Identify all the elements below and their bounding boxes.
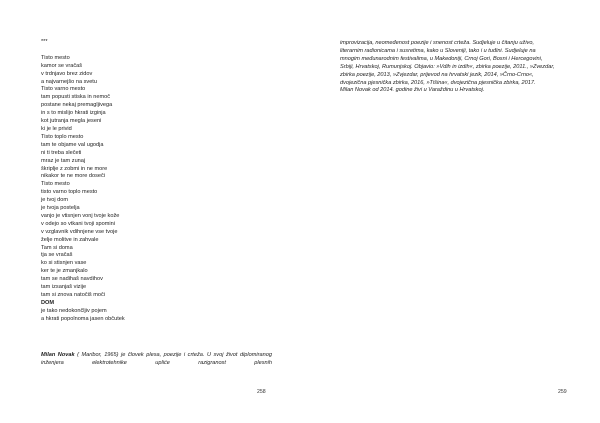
poem-line: je tvoj dom: [41, 197, 69, 204]
page-number-right: 259: [558, 389, 567, 395]
poem: [41, 39, 271, 324]
poem-line: v trdnjavo brez zidov: [41, 70, 93, 77]
poem-line: ***: [41, 39, 48, 45]
poem-line: ker te je zmanjkalo: [41, 268, 88, 275]
author-name: Milan Novak: [41, 352, 75, 358]
poem-line: Tisto mesto: [41, 181, 70, 188]
poem-line: a najvarnejšo na svetu: [41, 78, 97, 85]
poem-line: mraz je tam zunaj: [41, 157, 86, 164]
poem-line: in s to mislijo hkrati izginja: [41, 110, 106, 117]
poem-line: a hkrati popolnoma jasen občutek: [41, 315, 125, 322]
poem-line: želje molitve in zahvale: [41, 236, 99, 243]
bio-paragraph: Milan Novak od 2014. godine živi u Varaždinu u Hrvatskoj.: [340, 87, 485, 94]
poem-line: vanjo je vtisnjen vonj tvoje kože: [41, 212, 120, 219]
poem-line: tja se vračaš: [41, 252, 73, 259]
poem-line: v odejo so vtkani tvoji spomini: [41, 220, 115, 227]
poem-line: ko si stisnjen vase: [41, 260, 87, 267]
poem-line: tisto varno toplo mesto: [41, 189, 98, 196]
bio-paragraph: improvizacija, neomeđenost poezije i snenost crteža. Sudjeluje u čitanju uživo, literarnim radionicama i susretima, kako u Sloveniji, tako i u tuđini. Sudjeluje na mnogim međunarodnim festivalima, u Makedoniji, Crnoj Gori, Bosni i Hercegovini, Srbiji, Hrvatskoj, Rumunjskoj. Objavio: »Vdih in izdih«, zbirka poezije, 2011., »Zvezdar, zbirka poezije, 2013, »Zvjezdar, prijevod na hrvatski jezik, 2014, »Črno-Crno«, dvojezična pjesnička zbirka, 2016, »Tišina«, dvojezična pjesnička zbirka, 2017.: [340, 40, 555, 86]
poem-line: tam si znova natočiš moči: [41, 292, 106, 298]
poem-line: tam te objame val ugodja: [41, 141, 104, 148]
poem-line: nikakor te ne more doseči: [41, 173, 106, 180]
page-number-left: 258: [257, 389, 266, 395]
poem-line: škriplje z zobmi in ne more: [41, 165, 108, 172]
poem-line: Tam si doma: [41, 244, 73, 251]
poem-line: kot jutranja megla jeseni: [41, 118, 102, 125]
poem-line: Tisto toplo mesto: [41, 133, 84, 140]
author-bio-text: ( Maribor, 1965) je človek plesa, poezije i crteža. U svoj život diplomiranog inženjera elektrotehnike upliće razigranost plesnih: [41, 352, 272, 366]
poem-line: v vzglavnik vdihnjene vse tvoje: [41, 228, 118, 235]
poem-line: tam izsanjaš vizije: [41, 284, 87, 291]
author-bio-continued: [340, 40, 556, 95]
poem-line: je tvoja postelja: [41, 205, 80, 212]
author-bio-start: [41, 351, 272, 367]
right-page: [300, 0, 600, 423]
poem-line: kamor se vračaš: [41, 62, 83, 69]
poem-line: tam se nadihaš navdihov: [41, 276, 103, 283]
poem-line: DOM: [41, 299, 55, 306]
poem-line: Tisto mesto: [41, 54, 70, 61]
poem-line: [41, 47, 271, 55]
poem-line: Tisto varno mesto: [41, 86, 86, 93]
poem-line: je tako nedokončljiv pojem: [41, 307, 107, 314]
poem-line: ki je le privid: [41, 125, 72, 132]
poem-line: tam popusti stiska in nemoč: [41, 94, 111, 101]
poem-line: ni ti treba slečeti: [41, 149, 82, 156]
poem-line: postane nekaj premagljivega: [41, 102, 113, 109]
